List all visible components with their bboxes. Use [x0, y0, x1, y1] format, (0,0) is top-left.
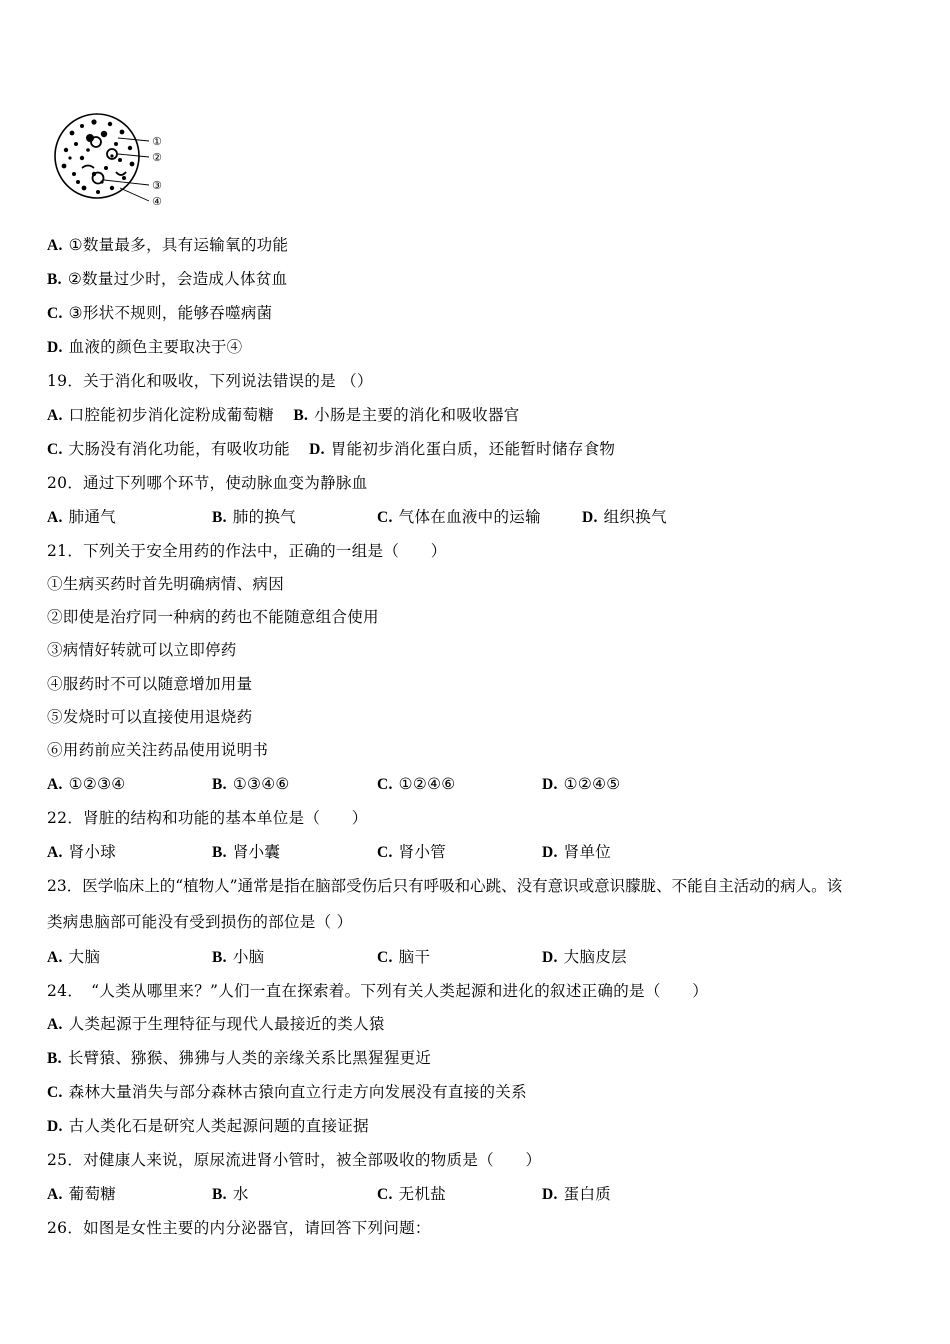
q21-item-4: ④服药时不可以随意增加用量 [47, 675, 253, 693]
q23-option-a: A. 大脑 [47, 948, 101, 966]
q22-option-a: A. 肾小球 [47, 843, 117, 861]
q20-option-b: B. 肺的换气 [212, 508, 297, 526]
q25-option-b: B. 水 [212, 1185, 249, 1203]
q20-option-a: A. 肺通气 [47, 508, 117, 526]
q19-options-row2 [47, 439, 615, 460]
q19-options-row1 [47, 405, 520, 426]
q25-option-a: A. 葡萄糖 [47, 1185, 117, 1203]
q20-option-d: D. 组织换气 [582, 508, 667, 526]
q24-option-d: D. 古人类化石是研究人类起源问题的直接证据 [47, 1117, 369, 1135]
q25-options [47, 1184, 907, 1204]
q22-options [47, 842, 907, 862]
q21-option-a: A. ①②③④ [47, 775, 126, 793]
q24-option-b: B. 长臂猿、猕猴、狒狒与人类的亲缘关系比黑猩猩更近 [47, 1049, 432, 1067]
q21-options [47, 774, 907, 794]
label-4: ④ [152, 195, 162, 208]
q23-option-c: C. 脑干 [377, 948, 431, 966]
q20-stem: 20．通过下列哪个环节，使动脉血变为静脉血 [47, 474, 368, 492]
q21-item-6: ⑥用药前应关注药品使用说明书 [47, 741, 269, 759]
blood-smear-figure [52, 108, 182, 216]
q23-option-b: B. 小脑 [212, 948, 265, 966]
q25-stem: 25．对健康人来说，原尿流进肾小管时，被全部吸收的物质是（ ） [47, 1151, 542, 1169]
q23-stem-line2: 类病患脑部可能没有受到损伤的部位是（ ） [47, 913, 353, 931]
q18-option-c: C. ③形状不规则，能够吞噬病菌 [47, 304, 273, 322]
q21-item-2: ②即使是治疗同一种病的药也不能随意组合使用 [47, 608, 379, 626]
q25-option-c: C. 无机盐 [377, 1185, 447, 1203]
q18-option-a: A. ①数量最多，具有运输氧的功能 [47, 236, 289, 254]
q22-stem: 22．肾脏的结构和功能的基本单位是（ ） [47, 809, 368, 827]
q23-stem-line1: 23．医学临床上的“植物人”通常是指在脑部受伤后只有呼吸和心跳、没有意识或意识朦胧、不能自主活动的病人。该 [47, 877, 843, 895]
q22-option-d: D. 肾单位 [542, 843, 612, 861]
q19-option-b: B. 小肠是主要的消化和吸收器官 [293, 406, 520, 424]
label-2: ② [152, 151, 162, 164]
q19-option-d: D. 胃能初步消化蛋白质，还能暂时储存食物 [309, 440, 616, 458]
q19-stem: 19．关于消化和吸收，下列说法错误的是 （） [47, 372, 373, 390]
q26-stem: 26．如图是女性主要的内分泌器官，请回答下列问题： [47, 1219, 431, 1237]
q19-option-c: C. 大肠没有消化功能，有吸收功能 [47, 440, 290, 458]
q20-option-c: C. 气体在血液中的运输 [377, 508, 541, 526]
label-1: ① [152, 135, 162, 148]
q21-item-3: ③病情好转就可以立即停药 [47, 641, 237, 659]
label-3: ③ [152, 179, 162, 192]
q18-option-d: D. 血液的颜色主要取决于④ [47, 338, 243, 356]
q24-option-c: C. 森林大量消失与部分森林古猿向直立行走方向发展没有直接的关系 [47, 1083, 527, 1101]
q22-option-c: C. 肾小管 [377, 843, 447, 861]
q19-option-a: A. 口腔能初步消化淀粉成葡萄糖 [47, 406, 275, 424]
q21-option-b: B. ①③④⑥ [212, 775, 290, 793]
q20-options [47, 507, 907, 527]
q21-option-c: C. ①②④⑥ [377, 775, 456, 793]
q21-item-1: ①生病买药时首先明确病情、病因 [47, 575, 285, 593]
q24-option-a: A. 人类起源于生理特征与现代人最接近的类人猿 [47, 1015, 385, 1033]
q21-stem: 21．下列关于安全用药的作法中，正确的一组是（ ） [47, 542, 447, 560]
q23-options [47, 947, 907, 967]
q24-stem: 24． “人类从哪里来？”人们一直在探索着。下列有关人类起源和进化的叙述正确的是（ ） [47, 982, 709, 1000]
q22-option-b: B. 肾小囊 [212, 843, 281, 861]
q18-option-b: B. ②数量过少时，会造成人体贫血 [47, 270, 288, 288]
q21-item-5: ⑤发烧时可以直接使用退烧药 [47, 708, 253, 726]
q25-option-d: D. 蛋白质 [542, 1185, 612, 1203]
q21-option-d: D. ①②④⑤ [542, 775, 621, 793]
q23-option-d: D. 大脑皮层 [542, 948, 627, 966]
